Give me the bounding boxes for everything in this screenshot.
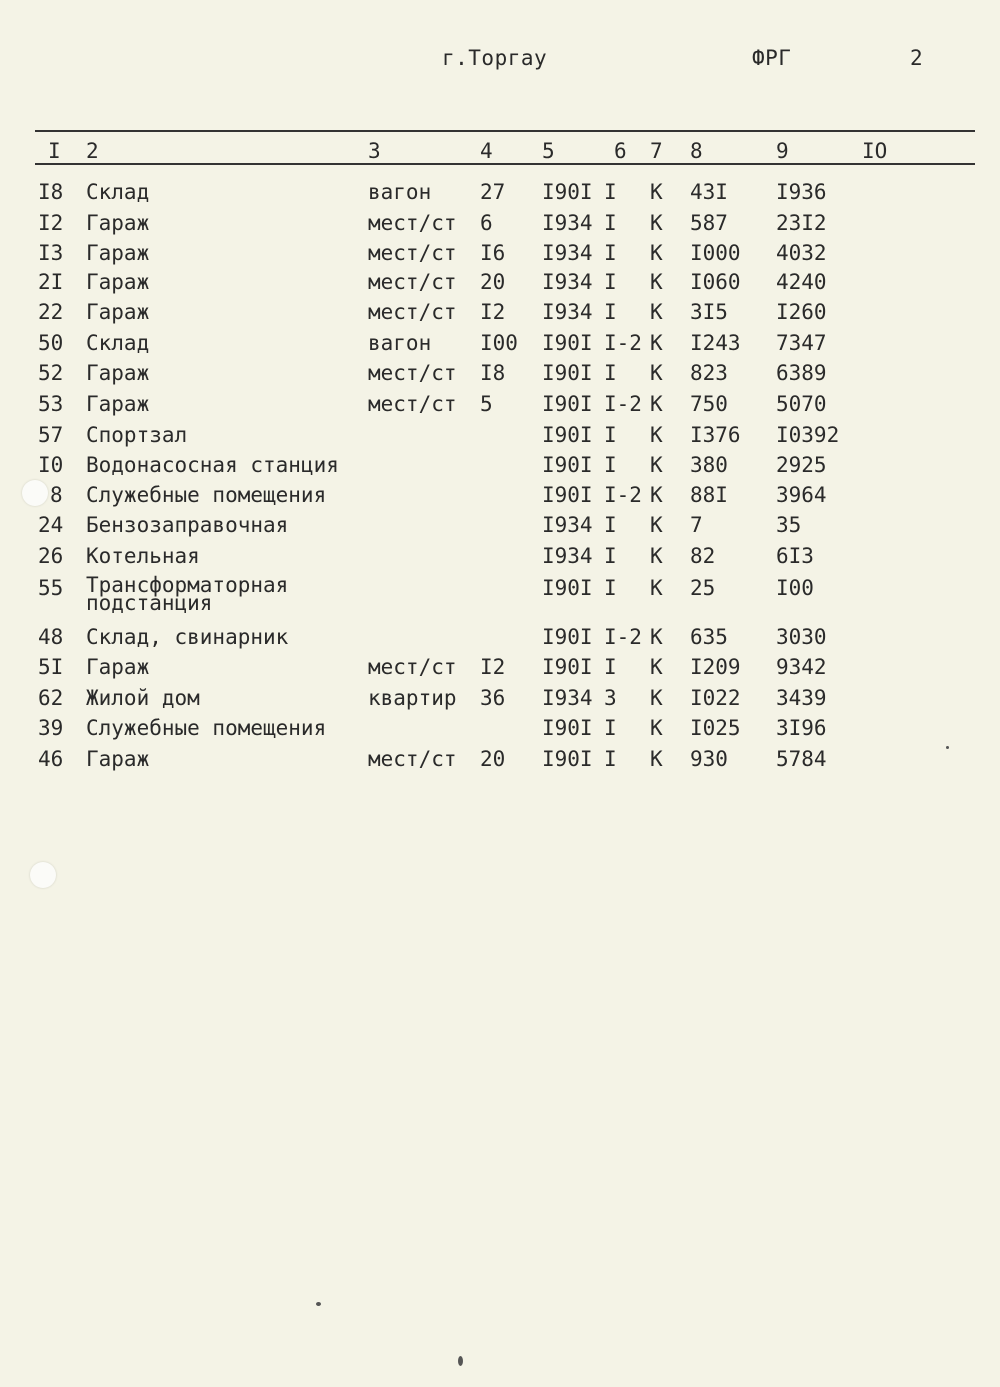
cell-number: 8 xyxy=(50,483,63,507)
cell-unit: мест/ст xyxy=(368,300,457,324)
cell-material: К xyxy=(650,180,663,204)
table-row xyxy=(0,544,1000,574)
cell-area: I209 xyxy=(690,655,741,679)
table-row xyxy=(0,453,1000,483)
table-row xyxy=(0,573,1000,620)
cell-floors: I xyxy=(604,655,617,679)
cell-name: Гараж xyxy=(86,392,150,416)
cell-number: 55 xyxy=(38,576,64,600)
cell-volume: I0392 xyxy=(776,423,840,447)
table-top-rule xyxy=(35,130,975,132)
cell-area: 380 xyxy=(690,453,728,477)
table-row xyxy=(0,423,1000,453)
table-row xyxy=(0,300,1000,330)
cell-material: К xyxy=(650,361,663,385)
cell-year: I90I xyxy=(542,576,593,600)
cell-number: 48 xyxy=(38,625,64,649)
cell-area: I060 xyxy=(690,270,741,294)
table-row xyxy=(0,180,1000,210)
cell-floors: I xyxy=(604,576,617,600)
cell-number: I2 xyxy=(38,211,64,235)
cell-area: 25 xyxy=(690,576,716,600)
cell-quantity: 5 xyxy=(480,392,493,416)
cell-year: I934 xyxy=(542,513,593,537)
cell-floors: I xyxy=(604,544,617,568)
cell-name: Гараж xyxy=(86,747,150,771)
cell-unit: мест/ст xyxy=(368,211,457,235)
cell-floors: I-2 xyxy=(604,483,642,507)
cell-material: К xyxy=(650,483,663,507)
table-row xyxy=(0,392,1000,422)
cell-material: К xyxy=(650,331,663,355)
column-header: 9 xyxy=(776,139,789,163)
cell-name: Служебные помещения xyxy=(86,483,327,507)
column-header: 2 xyxy=(86,139,99,163)
cell-floors: I-2 xyxy=(604,392,642,416)
cell-unit: квартир xyxy=(368,686,457,710)
cell-floors: I xyxy=(604,423,617,447)
cell-volume: 2925 xyxy=(776,453,827,477)
cell-floors: 3 xyxy=(604,686,617,710)
column-header: 3 xyxy=(368,139,381,163)
cell-volume: I936 xyxy=(776,180,827,204)
paper-speck xyxy=(946,746,949,749)
cell-year: I934 xyxy=(542,686,593,710)
page-number: 2 xyxy=(910,46,924,70)
table-row xyxy=(0,241,1000,271)
cell-area: 88I xyxy=(690,483,728,507)
column-header: 5 xyxy=(542,139,555,163)
paper-speck xyxy=(316,1302,321,1306)
cell-year: I90I xyxy=(542,453,593,477)
cell-number: 62 xyxy=(38,686,64,710)
cell-name: Гараж xyxy=(86,655,150,679)
cell-name: Гараж xyxy=(86,211,150,235)
column-header: IO xyxy=(862,139,888,163)
cell-year: I90I xyxy=(542,655,593,679)
cell-volume: 3439 xyxy=(776,686,827,710)
table-row xyxy=(0,361,1000,391)
cell-number: 26 xyxy=(38,544,64,568)
cell-volume: 5070 xyxy=(776,392,827,416)
cell-material: К xyxy=(650,453,663,477)
cell-quantity: I2 xyxy=(480,300,506,324)
cell-year: I934 xyxy=(542,544,593,568)
cell-material: К xyxy=(650,211,663,235)
table-row xyxy=(0,483,1000,513)
cell-volume: 7347 xyxy=(776,331,827,355)
cell-area: 930 xyxy=(690,747,728,771)
cell-floors: I-2 xyxy=(604,625,642,649)
cell-year: I90I xyxy=(542,716,593,740)
cell-name: Гараж xyxy=(86,361,150,385)
cell-number: 52 xyxy=(38,361,64,385)
cell-volume: 3964 xyxy=(776,483,827,507)
cell-volume: 3030 xyxy=(776,625,827,649)
cell-number: 24 xyxy=(38,513,64,537)
cell-year: I90I xyxy=(542,625,593,649)
cell-unit: мест/ст xyxy=(368,361,457,385)
column-header: I xyxy=(48,139,61,163)
cell-volume: 4240 xyxy=(776,270,827,294)
cell-number: I0 xyxy=(38,453,64,477)
cell-material: К xyxy=(650,716,663,740)
cell-area: 3I5 xyxy=(690,300,728,324)
cell-area: 823 xyxy=(690,361,728,385)
cell-number: 2I xyxy=(38,270,64,294)
cell-number: 53 xyxy=(38,392,64,416)
cell-floors: I xyxy=(604,453,617,477)
cell-material: К xyxy=(650,241,663,265)
cell-area: 82 xyxy=(690,544,716,568)
cell-number: 50 xyxy=(38,331,64,355)
cell-material: К xyxy=(650,686,663,710)
table-row xyxy=(0,270,1000,300)
cell-year: I90I xyxy=(542,392,593,416)
cell-floors: I xyxy=(604,747,617,771)
cell-year: I934 xyxy=(542,300,593,324)
cell-area: I376 xyxy=(690,423,741,447)
cell-volume: 23I2 xyxy=(776,211,827,235)
cell-volume: 9342 xyxy=(776,655,827,679)
cell-volume: 35 xyxy=(776,513,802,537)
column-header: 4 xyxy=(480,139,493,163)
cell-year: I934 xyxy=(542,211,593,235)
header-country: ФРГ xyxy=(752,46,792,70)
cell-area: I243 xyxy=(690,331,741,355)
cell-name: Бензозаправочная xyxy=(86,513,289,537)
cell-volume: I00 xyxy=(776,576,814,600)
cell-name: Гараж xyxy=(86,241,150,265)
cell-year: I934 xyxy=(542,241,593,265)
cell-number: I8 xyxy=(38,180,64,204)
cell-quantity: 20 xyxy=(480,747,506,771)
column-header: 7 xyxy=(650,139,663,163)
cell-name: Склад xyxy=(86,180,150,204)
cell-floors: I xyxy=(604,361,617,385)
cell-unit: мест/ст xyxy=(368,747,457,771)
table-row xyxy=(0,211,1000,241)
cell-volume: 3I96 xyxy=(776,716,827,740)
cell-floors: I xyxy=(604,270,617,294)
cell-material: К xyxy=(650,576,663,600)
cell-material: К xyxy=(650,747,663,771)
table-row xyxy=(0,513,1000,543)
punch-hole xyxy=(22,480,48,506)
cell-number: 5I xyxy=(38,655,64,679)
cell-unit: мест/ст xyxy=(368,270,457,294)
cell-quantity: 27 xyxy=(480,180,506,204)
cell-number: 39 xyxy=(38,716,64,740)
cell-name: Водонасосная станция xyxy=(86,453,339,477)
cell-name: Трансформаторная подстанция xyxy=(86,573,289,615)
cell-floors: I xyxy=(604,716,617,740)
cell-floors: I xyxy=(604,300,617,324)
cell-volume: I260 xyxy=(776,300,827,324)
cell-floors: I xyxy=(604,211,617,235)
cell-area: 635 xyxy=(690,625,728,649)
cell-quantity: I2 xyxy=(480,655,506,679)
column-header: 6 xyxy=(614,139,627,163)
cell-number: 22 xyxy=(38,300,64,324)
cell-year: I90I xyxy=(542,423,593,447)
cell-year: I934 xyxy=(542,270,593,294)
cell-volume: 6I3 xyxy=(776,544,814,568)
cell-year: I90I xyxy=(542,483,593,507)
cell-area: I022 xyxy=(690,686,741,710)
cell-unit: вагон xyxy=(368,180,432,204)
cell-name: Склад, свинарник xyxy=(86,625,289,649)
cell-year: I90I xyxy=(542,331,593,355)
cell-floors: I xyxy=(604,513,617,537)
cell-name: Жилой дом xyxy=(86,686,200,710)
cell-quantity: I00 xyxy=(480,331,518,355)
cell-year: I90I xyxy=(542,361,593,385)
cell-volume: 6389 xyxy=(776,361,827,385)
table-row xyxy=(0,625,1000,655)
cell-material: К xyxy=(650,423,663,447)
table-header-rule xyxy=(35,163,975,165)
table-row xyxy=(0,686,1000,716)
cell-year: I90I xyxy=(542,180,593,204)
cell-unit: вагон xyxy=(368,331,432,355)
cell-quantity: I8 xyxy=(480,361,506,385)
cell-volume: 4032 xyxy=(776,241,827,265)
cell-material: К xyxy=(650,544,663,568)
table-row xyxy=(0,331,1000,361)
cell-area: 7 xyxy=(690,513,703,537)
cell-name: Служебные помещения xyxy=(86,716,327,740)
cell-unit: мест/ст xyxy=(368,241,457,265)
table-row xyxy=(0,716,1000,746)
cell-floors: I xyxy=(604,180,617,204)
cell-material: К xyxy=(650,513,663,537)
cell-area: I025 xyxy=(690,716,741,740)
cell-area: 750 xyxy=(690,392,728,416)
cell-floors: I-2 xyxy=(604,331,642,355)
cell-name: Спортзал xyxy=(86,423,188,447)
column-header: 8 xyxy=(690,139,703,163)
header-city: г.Торгау xyxy=(442,46,548,70)
cell-area: 587 xyxy=(690,211,728,235)
cell-quantity: 20 xyxy=(480,270,506,294)
cell-material: К xyxy=(650,300,663,324)
cell-unit: мест/ст xyxy=(368,392,457,416)
cell-name: Склад xyxy=(86,331,150,355)
cell-floors: I xyxy=(604,241,617,265)
cell-area: I000 xyxy=(690,241,741,265)
table-row xyxy=(0,747,1000,777)
cell-quantity: I6 xyxy=(480,241,506,265)
table-row xyxy=(0,655,1000,685)
cell-area: 43I xyxy=(690,180,728,204)
cell-name: Котельная xyxy=(86,544,200,568)
cell-number: 57 xyxy=(38,423,64,447)
cell-quantity: 6 xyxy=(480,211,493,235)
paper-speck xyxy=(458,1356,463,1366)
cell-number: I3 xyxy=(38,241,64,265)
punch-hole xyxy=(30,862,56,888)
cell-name: Гараж xyxy=(86,270,150,294)
cell-number: 46 xyxy=(38,747,64,771)
cell-volume: 5784 xyxy=(776,747,827,771)
cell-material: К xyxy=(650,392,663,416)
cell-year: I90I xyxy=(542,747,593,771)
cell-unit: мест/ст xyxy=(368,655,457,679)
cell-material: К xyxy=(650,655,663,679)
cell-material: К xyxy=(650,625,663,649)
cell-name: Гараж xyxy=(86,300,150,324)
cell-quantity: 36 xyxy=(480,686,506,710)
cell-material: К xyxy=(650,270,663,294)
